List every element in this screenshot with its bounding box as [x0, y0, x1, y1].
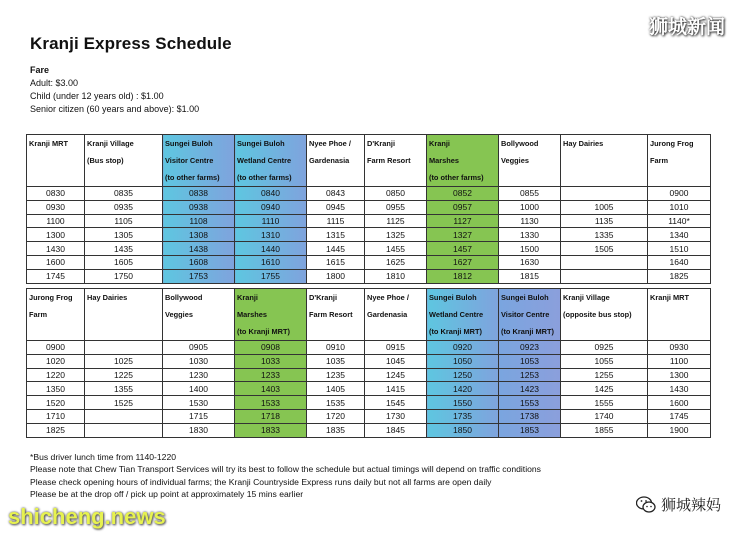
time-cell: 0835: [85, 187, 163, 201]
time-cell: 0945: [307, 200, 365, 214]
column-header-line: Farm Resort: [309, 310, 353, 319]
column-header-line: Gardenasia: [367, 310, 408, 319]
column-header-line: (Bus stop): [87, 156, 124, 165]
time-cell: 1235: [307, 368, 365, 382]
time-cell: 1800: [307, 269, 365, 283]
column-header-line: Hay Dairies: [87, 293, 128, 302]
column-header-line: Sungei Buloh: [237, 139, 285, 148]
column-header-line: Farm: [650, 156, 669, 165]
column-header: [307, 289, 365, 341]
time-cell: 1253: [499, 368, 561, 382]
document-title: Kranji Express Schedule: [30, 34, 232, 53]
time-cell: 1030: [163, 354, 235, 368]
column-header: [561, 289, 648, 341]
time-cell: 0925: [561, 341, 648, 355]
time-cell: 1630: [499, 255, 561, 269]
watermark-wechat: [636, 494, 721, 515]
column-header-line: Marshes: [429, 156, 459, 165]
column-header-line: Kranji: [237, 293, 258, 302]
time-cell: 1500: [499, 242, 561, 256]
time-cell: 0900: [27, 341, 85, 355]
notes-section: [30, 451, 541, 500]
time-cell: 1425: [561, 382, 648, 396]
time-cell: 1535: [307, 396, 365, 410]
time-cell: 1315: [307, 228, 365, 242]
column-header: [27, 135, 85, 187]
time-cell: 1430: [648, 382, 711, 396]
time-cell: 1533: [235, 396, 307, 410]
time-cell: 1520: [27, 396, 85, 410]
column-header-line: Visitor Centre: [165, 156, 214, 165]
time-cell: 1020: [27, 354, 85, 368]
time-cell: [85, 409, 163, 423]
note-traffic: Please note that Chew Tian Transport Services will try its best to follow the schedule but actual timings will depend on traffic conditions: [30, 464, 541, 475]
time-cell: 1050: [427, 354, 499, 368]
time-cell: 1530: [163, 396, 235, 410]
time-cell: 1608: [163, 255, 235, 269]
time-cell: 1750: [85, 269, 163, 283]
time-cell: 1830: [163, 423, 235, 437]
column-header-line: Wetland Centre: [237, 156, 292, 165]
column-header-line: (to other farms): [429, 173, 484, 182]
column-header-line: Bollywood: [501, 139, 539, 148]
column-header-line: Veggies: [501, 156, 529, 165]
column-header-line: D'Kranji: [309, 293, 338, 302]
time-cell: 1455: [365, 242, 427, 256]
time-cell: 0838: [163, 187, 235, 201]
time-cell: 1855: [561, 423, 648, 437]
time-cell: 1130: [499, 214, 561, 228]
time-cell: [561, 269, 648, 283]
time-cell: 1053: [499, 354, 561, 368]
time-cell: 1825: [27, 423, 85, 437]
wechat-icon: [636, 496, 656, 513]
column-header: [235, 289, 307, 341]
time-cell: 1740: [561, 409, 648, 423]
time-cell: 0940: [235, 200, 307, 214]
column-header-line: Kranji Village: [563, 293, 610, 302]
column-header-line: (to Kranji MRT): [501, 327, 554, 336]
time-cell: 1815: [499, 269, 561, 283]
time-cell: 0915: [365, 341, 427, 355]
time-cell: 1305: [85, 228, 163, 242]
time-cell: 1140*: [648, 214, 711, 228]
time-cell: 1812: [427, 269, 499, 283]
time-cell: 0830: [27, 187, 85, 201]
time-cell: 1245: [365, 368, 427, 382]
time-cell: 1625: [365, 255, 427, 269]
time-cell: 1610: [235, 255, 307, 269]
time-cell: 1600: [648, 396, 711, 410]
time-cell: 1505: [561, 242, 648, 256]
time-cell: 1835: [307, 423, 365, 437]
column-header-line: Jurong Frog: [650, 139, 694, 148]
column-header: [427, 289, 499, 341]
time-cell: 1600: [27, 255, 85, 269]
time-cell: 1615: [307, 255, 365, 269]
column-header-line: Gardenasia: [309, 156, 350, 165]
note-arrival: Please be at the drop off / pick up point at approximately 15 mins earlier: [30, 488, 304, 499]
schedule-row: [27, 228, 711, 242]
time-cell: 1415: [365, 382, 427, 396]
time-cell: 1718: [235, 409, 307, 423]
column-header: [235, 135, 307, 187]
time-cell: 1255: [561, 368, 648, 382]
column-header: [365, 289, 427, 341]
time-cell: 1005: [561, 200, 648, 214]
time-cell: 1300: [27, 228, 85, 242]
time-cell: 1310: [235, 228, 307, 242]
time-cell: 1230: [163, 368, 235, 382]
column-header-line: Kranji Village: [87, 139, 134, 148]
time-cell: 1715: [163, 409, 235, 423]
fare-adult: Adult: $3.00: [30, 78, 79, 88]
time-cell: 1055: [561, 354, 648, 368]
schedule-row: [27, 396, 711, 410]
fare-senior: Senior citizen (60 years and above): $1.00: [30, 104, 200, 114]
note-opening-hours: Please check opening hours of individual farms; the Kranji Countryside Express runs daily but not all farms are open daily: [30, 476, 492, 487]
time-cell: 1355: [85, 382, 163, 396]
time-cell: 0920: [427, 341, 499, 355]
column-header-line: (to other farms): [165, 173, 220, 182]
column-header-line: Farm: [29, 310, 48, 319]
time-cell: 1423: [499, 382, 561, 396]
time-cell: 1440: [235, 242, 307, 256]
column-header: [27, 289, 85, 341]
watermark-top: 狮城新闻: [648, 17, 725, 38]
time-cell: 1308: [163, 228, 235, 242]
column-header: [163, 289, 235, 341]
column-header: [499, 135, 561, 187]
schedule-row: [27, 354, 711, 368]
schedule-row: [27, 341, 711, 355]
schedule-row: [27, 187, 711, 201]
column-header-line: Hay Dairies: [563, 139, 604, 148]
column-header-line: (opposite bus stop): [563, 310, 632, 319]
time-cell: 1233: [235, 368, 307, 382]
time-cell: 1553: [499, 396, 561, 410]
time-cell: 1605: [85, 255, 163, 269]
time-cell: 1730: [365, 409, 427, 423]
schedule-row: [27, 255, 711, 269]
column-header: [648, 135, 711, 187]
time-cell: 0935: [85, 200, 163, 214]
time-cell: 1330: [499, 228, 561, 242]
time-cell: 1438: [163, 242, 235, 256]
time-cell: [561, 187, 648, 201]
time-cell: 1225: [85, 368, 163, 382]
column-header-line: (to Kranji MRT): [429, 327, 482, 336]
column-header-line: Sungei Buloh: [429, 293, 477, 302]
schedule-row: [27, 409, 711, 423]
time-cell: 1900: [648, 423, 711, 437]
watermark-site: shicheng.news: [8, 504, 166, 529]
outbound-schedule-table: [26, 134, 711, 284]
time-cell: [85, 341, 163, 355]
column-header: [85, 135, 163, 187]
column-header-line: Visitor Centre: [501, 310, 550, 319]
time-cell: 0955: [365, 200, 427, 214]
time-cell: 0850: [365, 187, 427, 201]
time-cell: 1335: [561, 228, 648, 242]
column-header-line: (to Kranji MRT): [237, 327, 290, 336]
time-cell: 0852: [427, 187, 499, 201]
schedule-row: [27, 368, 711, 382]
time-cell: 1738: [499, 409, 561, 423]
schedule-row: [27, 382, 711, 396]
time-cell: 1127: [427, 214, 499, 228]
time-cell: 1045: [365, 354, 427, 368]
column-header-line: Kranji: [429, 139, 450, 148]
time-cell: 1250: [427, 368, 499, 382]
time-cell: 1640: [648, 255, 711, 269]
time-cell: 1510: [648, 242, 711, 256]
time-cell: 1550: [427, 396, 499, 410]
time-cell: 0910: [307, 341, 365, 355]
time-cell: 1833: [235, 423, 307, 437]
time-cell: 1555: [561, 396, 648, 410]
time-cell: 1627: [427, 255, 499, 269]
time-cell: 1435: [85, 242, 163, 256]
column-header-line: Nyee Phoe /: [309, 139, 351, 148]
column-header-line: D'Kranji: [367, 139, 396, 148]
time-cell: 1035: [307, 354, 365, 368]
column-header-line: Kranji MRT: [650, 293, 690, 302]
time-cell: 1125: [365, 214, 427, 228]
column-header-line: Bollywood: [165, 293, 203, 302]
time-cell: 1300: [648, 368, 711, 382]
schedule-row: [27, 423, 711, 437]
column-header-line: Jurong Frog: [29, 293, 73, 302]
time-cell: 1350: [27, 382, 85, 396]
time-cell: 1033: [235, 354, 307, 368]
watermark-wechat-label: 狮城辣妈: [660, 497, 721, 514]
column-header-line: (to other farms): [237, 173, 292, 182]
time-cell: 0905: [163, 341, 235, 355]
fare-heading: Fare: [30, 65, 50, 75]
column-header: [365, 135, 427, 187]
column-header: [648, 289, 711, 341]
time-cell: 1853: [499, 423, 561, 437]
time-cell: 0843: [307, 187, 365, 201]
time-cell: 1545: [365, 396, 427, 410]
column-header: [163, 135, 235, 187]
column-header: [427, 135, 499, 187]
schedule-row: [27, 200, 711, 214]
time-cell: 1340: [648, 228, 711, 242]
time-cell: 1115: [307, 214, 365, 228]
column-header: [85, 289, 163, 341]
column-header-line: Sungei Buloh: [165, 139, 213, 148]
fare-section: [30, 64, 199, 116]
time-cell: 1755: [235, 269, 307, 283]
column-header-line: Marshes: [237, 310, 267, 319]
time-cell: 1850: [427, 423, 499, 437]
fare-child: Child (under 12 years old) : $1.00: [30, 91, 164, 101]
time-cell: 1525: [85, 396, 163, 410]
time-cell: 1753: [163, 269, 235, 283]
column-header-line: Sungei Buloh: [501, 293, 549, 302]
time-cell: 1105: [85, 214, 163, 228]
time-cell: 1135: [561, 214, 648, 228]
time-cell: 1403: [235, 382, 307, 396]
column-header-line: Kranji MRT: [29, 139, 69, 148]
time-cell: 1720: [307, 409, 365, 423]
time-cell: 1445: [307, 242, 365, 256]
time-cell: 1745: [27, 269, 85, 283]
time-cell: 1110: [235, 214, 307, 228]
column-header: [499, 289, 561, 341]
time-cell: 0938: [163, 200, 235, 214]
column-header-line: Nyee Phoe /: [367, 293, 409, 302]
time-cell: 1430: [27, 242, 85, 256]
time-cell: 0900: [648, 187, 711, 201]
column-header-line: Farm Resort: [367, 156, 411, 165]
time-cell: 0855: [499, 187, 561, 201]
time-cell: [85, 423, 163, 437]
time-cell: [561, 255, 648, 269]
time-cell: 1327: [427, 228, 499, 242]
time-cell: 1000: [499, 200, 561, 214]
column-header-line: Veggies: [165, 310, 193, 319]
time-cell: 1220: [27, 368, 85, 382]
time-cell: 0908: [235, 341, 307, 355]
time-cell: 1400: [163, 382, 235, 396]
time-cell: 0923: [499, 341, 561, 355]
note-lunch: *Bus driver lunch time from 1140-1220: [30, 452, 177, 462]
time-cell: 1100: [27, 214, 85, 228]
time-cell: 1025: [85, 354, 163, 368]
time-cell: 1325: [365, 228, 427, 242]
schedule-row: [27, 269, 711, 283]
schedule-row: [27, 214, 711, 228]
time-cell: 1108: [163, 214, 235, 228]
time-cell: 0930: [648, 341, 711, 355]
time-cell: 1420: [427, 382, 499, 396]
time-cell: 0840: [235, 187, 307, 201]
time-cell: 1710: [27, 409, 85, 423]
time-cell: 1457: [427, 242, 499, 256]
column-header: [561, 135, 648, 187]
time-cell: 1405: [307, 382, 365, 396]
time-cell: 1845: [365, 423, 427, 437]
time-cell: 1100: [648, 354, 711, 368]
time-cell: 0930: [27, 200, 85, 214]
time-cell: 0957: [427, 200, 499, 214]
schedule-row: [27, 242, 711, 256]
time-cell: 1735: [427, 409, 499, 423]
inbound-schedule-table: [26, 288, 711, 438]
time-cell: 1810: [365, 269, 427, 283]
column-header: [307, 135, 365, 187]
time-cell: 1745: [648, 409, 711, 423]
time-cell: 1010: [648, 200, 711, 214]
time-cell: 1825: [648, 269, 711, 283]
column-header-line: Wetland Centre: [429, 310, 484, 319]
